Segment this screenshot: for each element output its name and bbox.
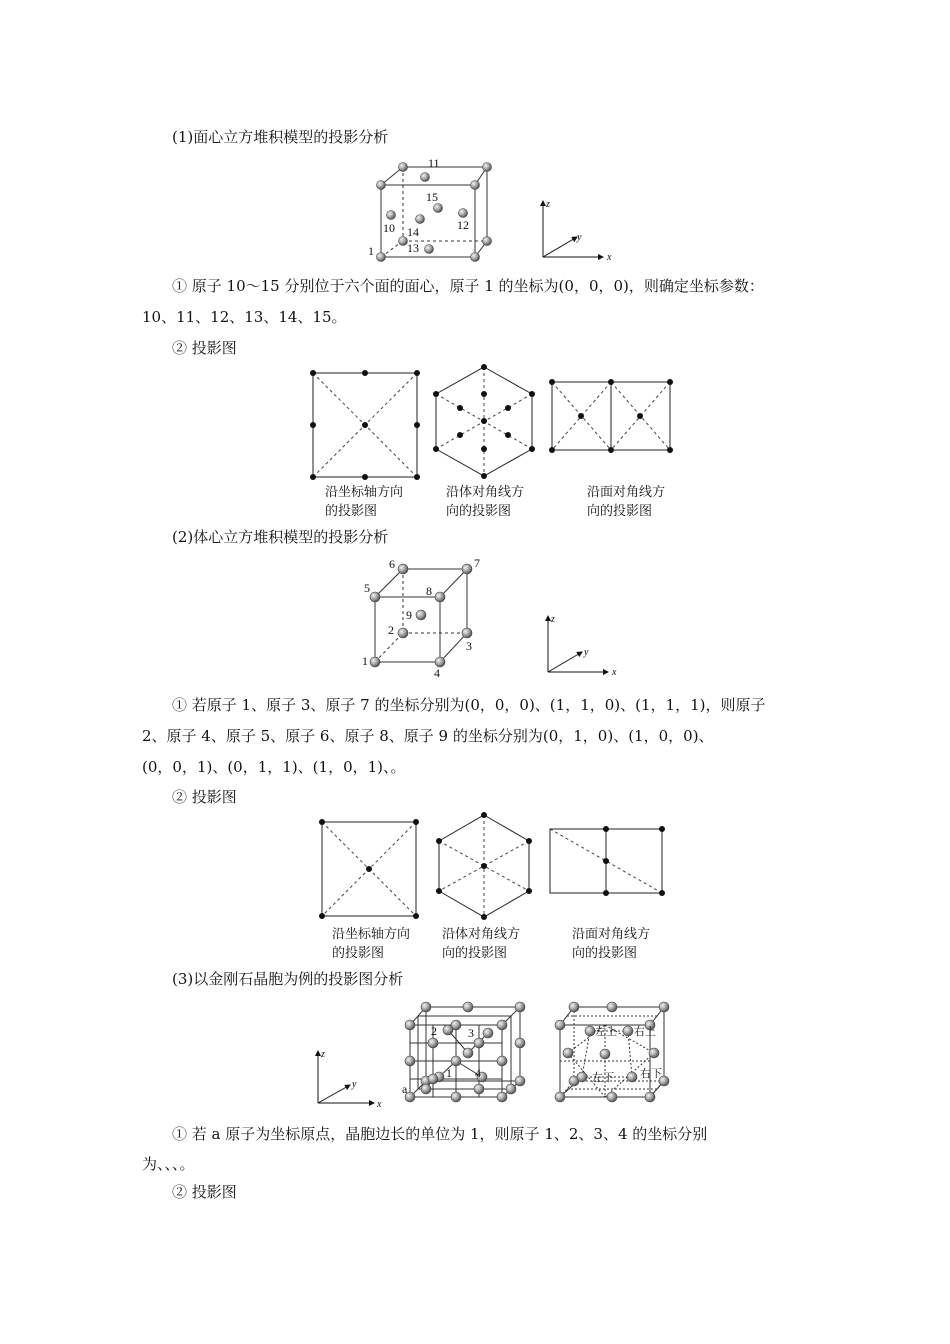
bcc-label-7: 7 [474,556,480,570]
section1-para1-line2: 10、11、12、13、14、15。 [142,308,347,326]
caption-line: 沿坐标轴方向 [332,927,411,942]
bcc-projection-axis [314,815,424,923]
caption-line: 沿坐标轴方向 [325,485,404,500]
caption-line: 沿体对角线方 [446,485,525,500]
caption-line: 的投影图 [332,946,385,961]
axis-y-label: y [584,647,589,658]
caption-line: 沿体对角线方 [442,927,521,942]
fcc-cube-diagram [365,155,495,265]
axes-diagram-1 [535,195,620,265]
bcc-caption-body [442,925,520,963]
diamond-label-4: 4 [475,1066,481,1080]
section2-para1-line3: (0，0，1)、(0，1，1)、(1，0，1)、。 [142,758,406,776]
caption-line: 的投影图 [325,504,378,519]
section1-para2: ② 投影图 [172,339,237,357]
axis-z-label: z [551,614,555,625]
fcc-label-1: 1 [368,244,374,258]
fcc-label-15: 15 [426,190,438,204]
section3-heading: (3)以金刚石晶胞为例的投影图分析 [172,970,404,988]
axis-x-label: x [607,252,612,263]
bcc-projection-face-diagonal [543,822,669,902]
fcc-label-11: 11 [428,156,440,170]
diamond-label-3: 3 [468,1026,474,1040]
fcc-projection-body-diagonal [430,362,540,482]
section3-para1-line1: ① 若 a 原子为坐标原点，晶胞边长的单位为 1，则原子 1、2、3、4 的坐标分别 [172,1125,708,1143]
fcc-label-13: 13 [407,241,419,255]
fcc-label-14: 14 [407,225,419,239]
section2-para2: ② 投影图 [172,788,237,806]
axes-diagram-2 [540,610,625,680]
axis-y-label: y [577,232,582,243]
axis-y-label: y [352,1079,357,1090]
caption-line: 沿面对角线方 [587,485,666,500]
diamond-label-upper-right: 右上 [634,1026,656,1038]
caption-line: 向的投影图 [446,504,512,519]
fcc-label-10: 10 [383,221,395,235]
diamond-label-a: a [402,1082,408,1096]
caption-line: 向的投影图 [572,946,638,961]
section2-para1-line2: 2、原子 4、原子 5、原子 6、原子 8、原子 9 的坐标分别为(0，1，0)、(1，0，0)、 [142,727,714,745]
bcc-label-5: 5 [364,581,370,595]
diamond-label-1: 1 [446,1066,452,1080]
fcc-label-12: 12 [457,218,469,232]
bcc-caption-axis [332,925,410,963]
caption-line: 向的投影图 [442,946,508,961]
section1-heading: (1)面心立方堆积模型的投影分析 [172,128,389,146]
axis-z-label: z [321,1049,325,1060]
fcc-caption-face [587,483,665,521]
axis-x-label: x [612,667,617,678]
diamond-label-lower-left: 左下 [592,1072,614,1084]
diamond-label-upper-left: 左上 [595,1026,617,1038]
section1-para1-line1: ① 原子 10～15 分别位于六个面的面心，原子 1 的坐标为(0，0，0)，则确定坐标参数： [172,277,764,295]
fcc-caption-body [446,483,524,521]
axis-x-label: x [377,1099,382,1110]
section3-para2: ② 投影图 [172,1183,237,1201]
diamond-cell-labelled-diagram [548,995,678,1105]
bcc-label-4: 4 [434,666,440,680]
axes-diagram-3 [310,1045,390,1110]
axis-z-label: z [546,199,550,210]
caption-line: 沿面对角线方 [572,927,651,942]
diamond-cell-diagram [398,995,534,1105]
bcc-label-8: 8 [426,584,432,598]
fcc-projection-axis [305,365,425,485]
diamond-label-2: 2 [431,1024,437,1038]
section3-para1-line2: 为、、、。 [142,1155,195,1173]
bcc-label-9: 9 [406,608,412,622]
bcc-label-3: 3 [466,639,472,653]
bcc-caption-face [572,925,650,963]
section2-heading: (2)体心立方堆积模型的投影分析 [172,528,389,546]
bcc-label-2: 2 [388,623,394,637]
bcc-cube-diagram [355,555,490,680]
section2-para1-line1: ① 若原子 1、原子 3、原子 7 的坐标分别为(0，0，0)、(1，1，0)、(1，1，1)，则原子 [172,696,766,714]
fcc-caption-axis [325,483,403,521]
bcc-label-6: 6 [389,557,395,571]
bcc-projection-body-diagonal [433,810,537,922]
bcc-label-1: 1 [362,654,368,668]
diamond-label-lower-right: 右下 [640,1068,662,1080]
caption-line: 向的投影图 [587,504,653,519]
fcc-projection-face-diagonal [545,375,677,457]
